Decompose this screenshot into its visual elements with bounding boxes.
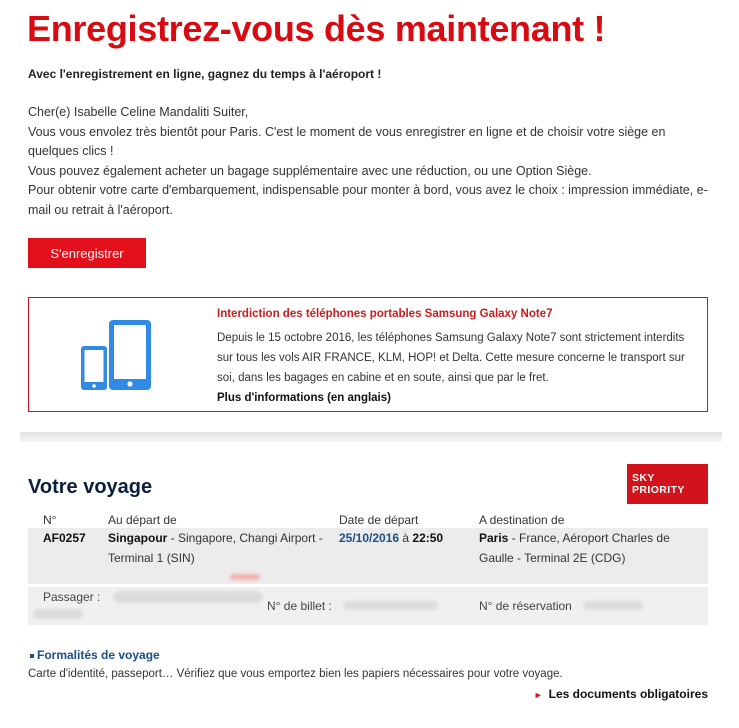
- required-documents-link[interactable]: ► Les documents obligatoires: [533, 687, 708, 701]
- message-line-2: Vous pouvez également acheter un bagage supplémentaire avec une réduction, ou une Option Siège.: [28, 163, 592, 178]
- departure-datetime: [339, 528, 443, 548]
- header-date: Date de départ: [339, 513, 419, 527]
- greeting: Cher(e) Isabelle Celine Mandaliti Suiter,: [28, 105, 249, 119]
- redacted-booking-number: [583, 601, 643, 610]
- page-subtitle: Avec l'enregistrement en ligne, gagnez du temps à l'aéroport !: [28, 67, 382, 81]
- header-flight-number: N°: [43, 513, 57, 527]
- flight-number: AF0257: [43, 531, 86, 545]
- page-title: Enregistrez-vous dès maintenant !: [27, 8, 606, 49]
- destination-detail: - France, Aéroport Charles de: [508, 531, 670, 545]
- redacted-passenger-name: [113, 591, 263, 603]
- formalities-text: Carte d'identité, passeport… Vérifiez que vous emportez bien les papiers nécessaires pour votre voyage.: [28, 668, 563, 680]
- more-info-link[interactable]: Plus d'informations (en anglais): [217, 392, 391, 404]
- message-line-1: Vous vous envolez très bientôt pour Paris. C'est le moment de vous enregistrer en ligne et de choisir votre siège en quelques clics !: [28, 124, 666, 159]
- alert-box: [28, 297, 708, 412]
- date-separator: à: [399, 531, 413, 545]
- redacted-passenger-name-2: [33, 609, 83, 619]
- formalities-title: Formalités de voyage: [30, 648, 160, 662]
- trip-section-title: Votre voyage: [28, 476, 153, 498]
- redacted-ticket-number: [343, 601, 438, 610]
- badge-line-1: SKY: [632, 472, 655, 484]
- message-line-3: Pour obtenir votre carte d'embarquement, indispensable pour monter à bord, vous avez le choix : impression immédiate, e-mail ou retrait à l'aéroport.: [28, 183, 708, 217]
- header-departure: Au départ de: [108, 513, 177, 527]
- departure-city: Singapour: [108, 531, 168, 545]
- departure-date: 25/10/2016: [339, 531, 400, 545]
- alert-text: Depuis le 15 octobre 2016, les téléphones Samsung Galaxy Note7 sont strictement interdits sur tous les vols AIR FRANCE, KLM, HOP! et Delta. Cette mesure concerne le transport sur soi, dans les bagages en cabine et en soute, ainsi que par le fret.: [217, 332, 685, 384]
- alert-title: Interdiction des téléphones portables Samsung Galaxy Note7: [217, 308, 553, 320]
- check-in-button[interactable]: S'enregistrer: [28, 238, 146, 268]
- redacted-mark: [230, 574, 260, 580]
- section-divider: [20, 432, 722, 442]
- header-destination: A destination de: [479, 513, 565, 527]
- flight-row: [28, 528, 708, 584]
- passenger-label: Passager :: [43, 590, 101, 604]
- arrow-right-icon: ►: [533, 690, 543, 700]
- departure-detail: - Singapore, Changi Airport -: [167, 531, 323, 545]
- passenger-row: [28, 587, 708, 625]
- message-body: [28, 103, 718, 221]
- mobile-devices-icon: [77, 316, 157, 396]
- departure-cell: [108, 528, 338, 568]
- destination-terminal: Gaulle - Terminal 2E (CDG): [479, 551, 626, 565]
- sky-priority-badge: [627, 464, 708, 504]
- departure-terminal: Terminal 1 (SIN): [108, 551, 195, 565]
- bullet-icon: [30, 654, 34, 658]
- badge-line-2: PRIORITY: [632, 484, 685, 496]
- destination-city: Paris: [479, 531, 509, 545]
- destination-cell: [479, 528, 699, 568]
- booking-label: N° de réservation: [479, 599, 572, 613]
- ticket-label: N° de billet :: [267, 599, 332, 613]
- departure-time: 22:50: [412, 531, 444, 545]
